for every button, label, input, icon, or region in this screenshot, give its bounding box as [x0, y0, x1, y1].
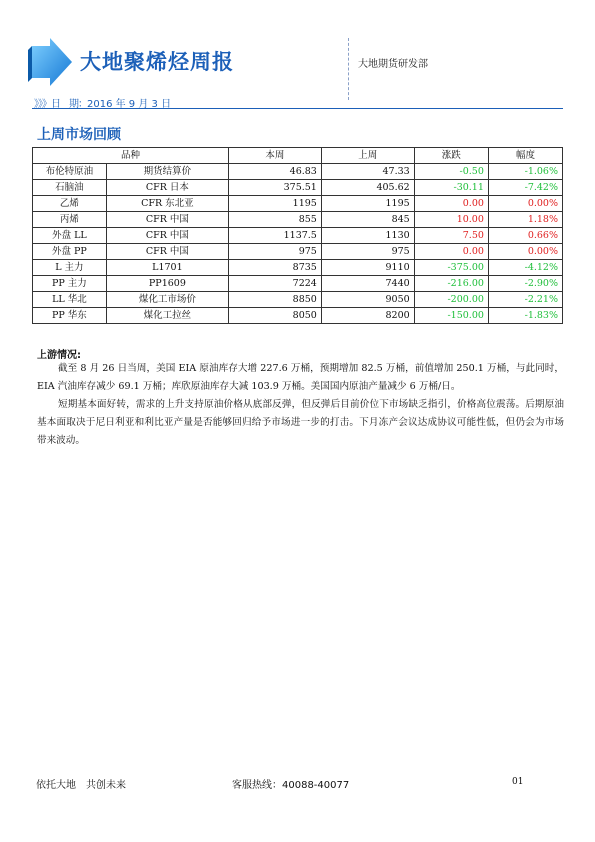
col-header-change: 涨跌: [414, 148, 488, 164]
cell-price-basis: CFR 中国: [106, 212, 228, 228]
cell-pct: -4.12%: [488, 260, 562, 276]
cell-product-name: LL 华北: [33, 292, 107, 308]
cell-change: 0.00: [414, 244, 488, 260]
market-review-table: [32, 147, 563, 324]
cell-product-name: L 主力: [33, 260, 107, 276]
cell-last-week: 8200: [321, 308, 414, 324]
cell-change: 7.50: [414, 228, 488, 244]
cell-product-name: 乙烯: [33, 196, 107, 212]
table-row: [33, 292, 563, 308]
report-title: 大地聚烯烃周报: [80, 50, 234, 74]
cell-last-week: 1130: [321, 228, 414, 244]
logo-arrow-icon: [28, 36, 76, 92]
cell-change: 10.00: [414, 212, 488, 228]
cell-change: -30.11: [414, 180, 488, 196]
cell-this-week: 975: [229, 244, 322, 260]
date-value: 2016 年 9 月 3 日: [87, 99, 172, 110]
upstream-title: 上游情况:: [37, 350, 81, 361]
date-prefix: 》》》日 期：: [34, 99, 87, 110]
cell-this-week: 8735: [229, 260, 322, 276]
cell-price-basis: 煤化工市场价: [106, 292, 228, 308]
cell-pct: 0.00%: [488, 244, 562, 260]
cell-pct: -7.42%: [488, 180, 562, 196]
cell-price-basis: CFR 东北亚: [106, 196, 228, 212]
footer-hotline: 客服热线：40088-40077: [232, 780, 350, 791]
table-row: [33, 244, 563, 260]
cell-change: -0.50: [414, 164, 488, 180]
cell-last-week: 975: [321, 244, 414, 260]
cell-pct: 0.66%: [488, 228, 562, 244]
page-number: 01: [512, 777, 524, 787]
col-header-product: 品种: [33, 148, 229, 164]
cell-product-name: PP 主力: [33, 276, 107, 292]
cell-this-week: 1195: [229, 196, 322, 212]
cell-product-name: 外盘 LL: [33, 228, 107, 244]
department-name: 大地期货研发部: [358, 59, 428, 70]
cell-price-basis: CFR 中国: [106, 228, 228, 244]
cell-price-basis: 期货结算价: [106, 164, 228, 180]
header-divider: [348, 38, 349, 100]
cell-change: -150.00: [414, 308, 488, 324]
cell-pct: -1.06%: [488, 164, 562, 180]
cell-change: -375.00: [414, 260, 488, 276]
cell-product-name: 石脑油: [33, 180, 107, 196]
cell-product-name: 丙烯: [33, 212, 107, 228]
cell-pct: -2.21%: [488, 292, 562, 308]
cell-last-week: 1195: [321, 196, 414, 212]
table-row: [33, 212, 563, 228]
cell-this-week: 7224: [229, 276, 322, 292]
cell-this-week: 46.83: [229, 164, 322, 180]
cell-this-week: 375.51: [229, 180, 322, 196]
cell-change: 0.00: [414, 196, 488, 212]
cell-last-week: 9110: [321, 260, 414, 276]
cell-this-week: 1137.5: [229, 228, 322, 244]
cell-product-name: 外盘 PP: [33, 244, 107, 260]
cell-pct: 0.00%: [488, 196, 562, 212]
cell-price-basis: CFR 日本: [106, 180, 228, 196]
table-header-row: [33, 148, 563, 164]
cell-pct: 1.18%: [488, 212, 562, 228]
cell-last-week: 845: [321, 212, 414, 228]
col-header-pct: 幅度: [488, 148, 562, 164]
col-header-this-week: 本周: [229, 148, 322, 164]
cell-change: -216.00: [414, 276, 488, 292]
table-row: [33, 228, 563, 244]
cell-change: -200.00: [414, 292, 488, 308]
table-row: [33, 180, 563, 196]
cell-product-name: PP 华东: [33, 308, 107, 324]
cell-last-week: 9050: [321, 292, 414, 308]
upstream-paragraph: 短期基本面好转，需求的上升支持原油价格从底部反弹，但反弹后目前价位下市场缺乏指引，价格高位震荡。后期原油基本面取决于尼日利亚和利比亚产量是否能够回归给予市场进一步的打击。下月冻产会议达成协议可能性低，但仍会为市场带来波动。: [37, 399, 564, 446]
cell-price-basis: 煤化工拉丝: [106, 308, 228, 324]
section-title: 上周市场回顾: [37, 127, 121, 143]
table-row: [33, 276, 563, 292]
table-row: [33, 260, 563, 276]
cell-product-name: 布伦特原油: [33, 164, 107, 180]
cell-pct: -1.83%: [488, 308, 562, 324]
cell-price-basis: PP1609: [106, 276, 228, 292]
cell-price-basis: L1701: [106, 260, 228, 276]
cell-pct: -2.90%: [488, 276, 562, 292]
cell-this-week: 8850: [229, 292, 322, 308]
table-row: [33, 164, 563, 180]
table-row: [33, 196, 563, 212]
cell-last-week: 47.33: [321, 164, 414, 180]
cell-this-week: 8050: [229, 308, 322, 324]
cell-last-week: 405.62: [321, 180, 414, 196]
col-header-last-week: 上周: [321, 148, 414, 164]
table-row: [33, 308, 563, 324]
cell-price-basis: CFR 中国: [106, 244, 228, 260]
cell-this-week: 855: [229, 212, 322, 228]
upstream-paragraph: 截至 8 月 26 日当周，美国 EIA 原油库存大增 227.6 万桶，预期增加 82.5 万桶，前值增加 250.1 万桶，与此同时，EIA 汽油库存减少 69.1 万桶；库欣原油库存大减 103.9 万桶。美国国内原油产量减少 6 万桶/日。: [37, 363, 564, 392]
header-rule: [32, 108, 563, 109]
cell-last-week: 7440: [321, 276, 414, 292]
footer-slogan: 依托大地 共创未来: [36, 780, 126, 791]
